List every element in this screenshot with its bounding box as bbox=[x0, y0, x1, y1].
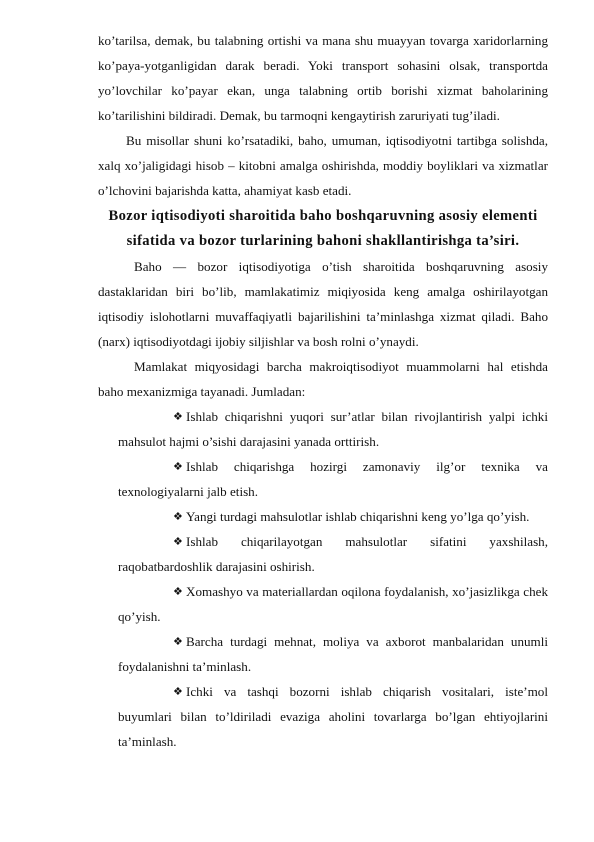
document-body bbox=[98, 28, 548, 754]
list-item-text: Yangi turdagi mahsulotlar ishlab chiqarishni keng yo’lga qo’yish. bbox=[186, 509, 530, 524]
diamond-bullet-icon: ❖ bbox=[173, 686, 183, 698]
list-item bbox=[98, 579, 548, 629]
paragraph-transport-example: ko’tarilsa, demak, bu talabning ortishi va mana shu muayyan tovarga xaridorlarning ko’paya-yotganligidan darak beradi. Yoki transport sohasini olsak, transportda yo’lovchilar ko’payar ekan, unga talabning ortib borishi xizmat baholarining ko’tarilishini bildiradi. Demak, bu tarmoqni kengaytirish zaruriyati tug’iladi. bbox=[98, 33, 548, 123]
paragraph-baho-definition: Baho — bozor iqtisodiyotiga o’tish sharoitida boshqaruvning asosiy dastaklaridan biri bo’lib, mamlakatimiz miqiyosida keng amalga oshirilayotgan iqtisodiy islohotlarni muvaffaqiyatli bajarilishini ta’minlashga xizmat qiladi. Baho (narx) iqtisodiyotdagi ijobiy siljishlar va bosh rolni o’ynaydi. bbox=[98, 259, 548, 349]
diamond-bullet-icon: ❖ bbox=[173, 636, 183, 648]
diamond-bullet-icon: ❖ bbox=[173, 461, 183, 473]
list-item-text: Ishlab chiqarishni yuqori sur’atlar bilan rivojlantirish yalpi ichki mahsulot hajmi o’sishi darajasini yanada orttirish. bbox=[118, 409, 548, 449]
list-item bbox=[98, 504, 548, 529]
diamond-bullet-icon: ❖ bbox=[173, 511, 183, 523]
diamond-bullet-icon: ❖ bbox=[173, 411, 183, 423]
paragraph-baho-importance: Bu misollar shuni ko’rsatadiki, baho, umuman, iqtisodiyotni tartibga solishda, xalq xo’jaligidagi hisob – kitobni amalga oshirishda, moddiy boyliklari va xizmatlar o’lchovini bajarishda katta, ahamiyat kasb etadi. bbox=[98, 133, 548, 198]
list-item bbox=[98, 454, 548, 504]
list-item-text: Ishlab chiqarilayotgan mahsulotlar sifatini yaxshilash, raqobatbardoshlik darajasini oshirish. bbox=[118, 534, 548, 574]
diamond-bullet-icon: ❖ bbox=[173, 536, 183, 548]
list-item bbox=[98, 529, 548, 579]
bullet-list bbox=[98, 404, 548, 754]
list-item-text: Barcha turdagi mehnat, moliya va axborot manbalaridan unumli foydalanishni ta’minlash. bbox=[118, 634, 548, 674]
paragraph-macroeconomic-intro: Mamlakat miqyosidagi barcha makroiqtisodiyot muammolarni hal etishda baho mexanizmiga tayanadi. Jumladan: bbox=[98, 359, 548, 399]
list-item bbox=[98, 404, 548, 454]
diamond-bullet-icon: ❖ bbox=[173, 586, 183, 598]
list-item bbox=[98, 679, 548, 754]
list-item-text: Xomashyo va materiallardan oqilona foydalanish, xo’jasizlikga chek qo’yish. bbox=[118, 584, 548, 624]
list-item-text: Ichki va tashqi bozorni ishlab chiqarish vositalari, iste’mol buyumlari bilan to’ldiriladi evaziga aholini tovarlarga bo’lgan ehtiyojlarini ta’minlash. bbox=[118, 684, 548, 749]
list-item-text: Ishlab chiqarishga hozirgi zamonaviy ilg’or texnika va texnologiyalarni jalb etish. bbox=[118, 459, 548, 499]
list-item bbox=[98, 629, 548, 679]
section-heading: Bozor iqtisodiyoti sharoitida baho boshqaruvning asosiy elementi sifatida va bozor turlarining bahoni shakllantirishga ta’siri. bbox=[108, 208, 538, 249]
